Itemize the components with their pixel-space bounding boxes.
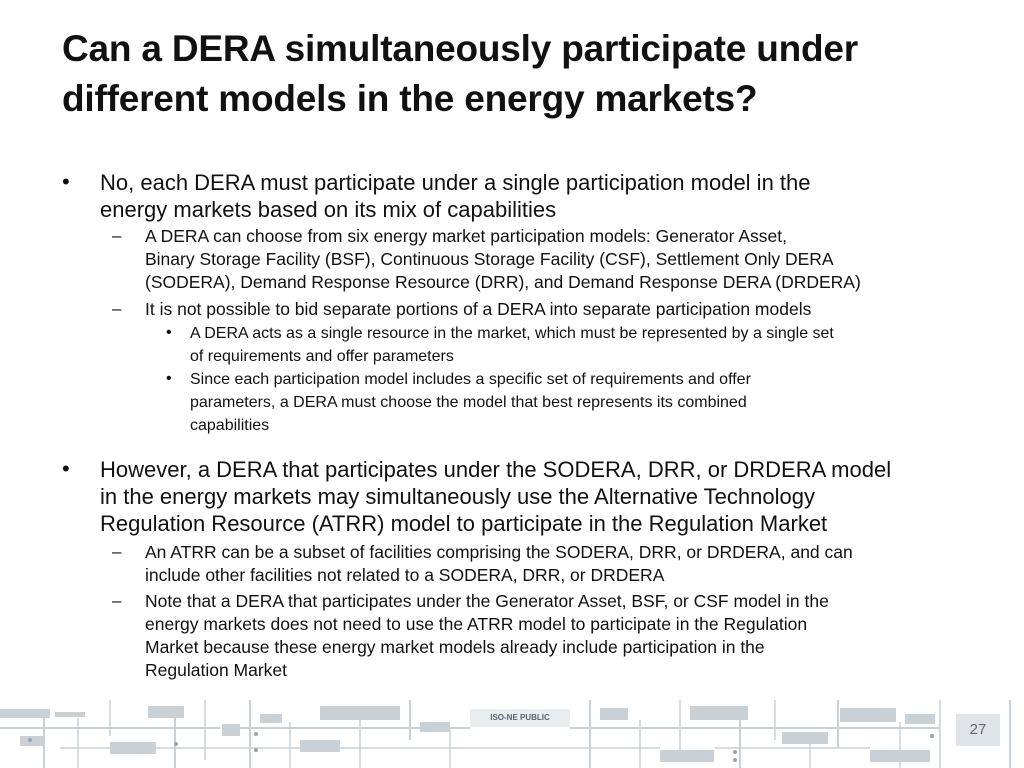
text-line: It is not possible to bid separate portions of a DERA into separate participation models xyxy=(145,299,812,319)
sub-bullet-text xyxy=(145,541,965,587)
page-number: 27 xyxy=(956,714,1000,746)
text-line: Regulation Market xyxy=(145,660,288,680)
text-line: energy markets based on its mix of capabilities xyxy=(100,197,557,222)
slide-title xyxy=(62,24,962,124)
text-line: in the energy markets may simultaneously use the Alternative Technology xyxy=(100,484,815,509)
text-line: A DERA acts as a single resource in the market, which must be represented by a single set xyxy=(190,325,834,342)
text-line: Regulation Resource (ATRR) model to participate in the Regulation Market xyxy=(100,511,828,536)
bullet-marker: • xyxy=(166,370,172,387)
text-line: No, each DERA must participate under a single participation model in the xyxy=(100,170,811,195)
text-line: energy markets does not need to use the ATRR model to participate in the Regulation xyxy=(145,614,808,634)
bullet-marker: • xyxy=(62,169,70,194)
sub-bullet-text xyxy=(145,225,965,294)
text-line: Market because these energy market models already include participation in the xyxy=(145,637,765,657)
text-line: Binary Storage Facility (BSF), Continuous Storage Facility (CSF), Settlement Only DERA xyxy=(145,249,834,269)
text-line: include other facilities not related to a SODERA, DRR, or DRDERA xyxy=(145,565,665,585)
sub-sub-bullet-text xyxy=(190,322,980,368)
text-line: A DERA can choose from six energy market participation models: Generator Asset, xyxy=(145,226,787,246)
text-line: However, a DERA that participates under the SODERA, DRR, or DRDERA model xyxy=(100,457,892,482)
bullet-text xyxy=(100,456,980,537)
text-line: An ATRR can be a subset of facilities comprising the SODERA, DRR, or DRDERA, and can xyxy=(145,542,853,562)
text-line: (SODERA), Demand Response Resource (DRR), and Demand Response DERA (DRDERA) xyxy=(145,272,861,292)
sub-bullet-text xyxy=(145,298,965,321)
text-line: Note that a DERA that participates under the Generator Asset, BSF, or CSF model in the xyxy=(145,591,829,611)
sub-bullet-text xyxy=(145,590,965,682)
title-line: Can a DERA simultaneously participate under xyxy=(62,28,858,69)
sub-sub-bullet-text xyxy=(190,368,980,437)
dash-marker: – xyxy=(112,542,122,561)
title-line: different models in the energy markets? xyxy=(62,78,758,119)
bullet-text xyxy=(100,169,980,223)
dash-marker: – xyxy=(112,299,122,318)
text-line: of requirements and offer parameters xyxy=(190,348,454,365)
bullet-marker: • xyxy=(62,456,70,481)
text-line: Since each participation model includes a specific set of requirements and offer xyxy=(190,371,751,388)
bullet-marker: • xyxy=(166,324,172,341)
dash-marker: – xyxy=(112,591,122,610)
text-line: capabilities xyxy=(190,417,270,434)
dash-marker: – xyxy=(112,226,122,245)
text-line: parameters, a DERA must choose the model that best represents its combined xyxy=(190,394,747,411)
classification-label: ISO-NE PUBLIC xyxy=(470,709,570,727)
